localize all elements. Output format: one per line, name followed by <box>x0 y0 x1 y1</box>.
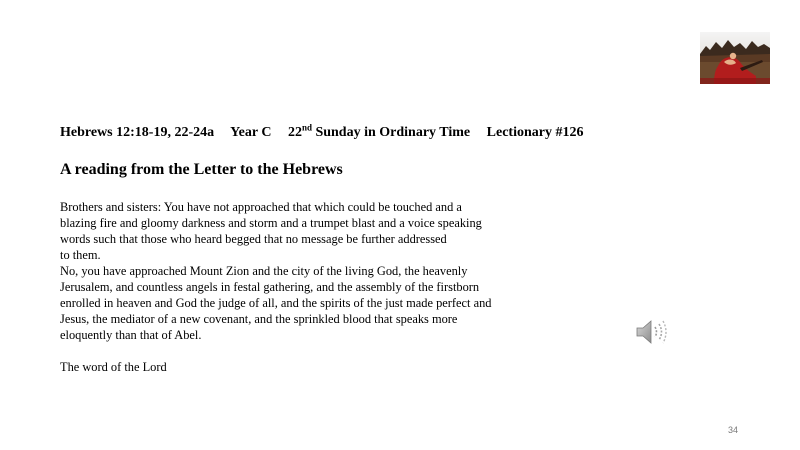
reading-body <box>60 199 540 343</box>
reading-line: eloquently than that of Abel. <box>60 328 202 342</box>
reading-line: enrolled in heaven and God the judge of all, and the spirits of the just made perfect and <box>60 296 492 310</box>
reading-line: words such that those who heard begged that no message be further addressed <box>60 232 447 246</box>
lectionary-number: Lectionary #126 <box>486 125 584 140</box>
closing-acclamation: The word of the Lord <box>60 360 167 374</box>
sunday-number: 22 <box>287 125 302 140</box>
page-number: 34 <box>728 425 739 435</box>
lectionary-header <box>60 122 596 141</box>
reading-line: No, you have approached Mount Zion and the city of the living God, the heavenly <box>60 264 468 278</box>
painting-image <box>700 32 770 84</box>
liturgical-year: Year C <box>230 125 272 140</box>
reading-line: Brothers and sisters: You have not approached that which could be touched and a <box>60 200 462 214</box>
reading-title: A reading from the Letter to the Hebrews <box>60 161 343 178</box>
sunday-label <box>287 122 471 140</box>
sunday-name: Sunday in Ordinary Time <box>311 125 471 140</box>
reading-line: to them. <box>60 248 101 262</box>
reading-line: blazing fire and gloomy darkness and storm and a trumpet blast and a voice speaking <box>60 216 482 230</box>
reading-line: Jerusalem, and countless angels in festal gathering, and the assembly of the firstborn <box>60 280 480 294</box>
painting-thumbnail <box>700 32 770 84</box>
reading-line: Jesus, the mediator of a new covenant, and the sprinkled blood that speaks more <box>60 312 458 326</box>
scripture-citation: Hebrews 12:18-19, 22-24a <box>60 125 215 140</box>
sunday-ordinal-suffix: nd <box>301 122 312 133</box>
speaker-icon[interactable] <box>634 317 668 347</box>
